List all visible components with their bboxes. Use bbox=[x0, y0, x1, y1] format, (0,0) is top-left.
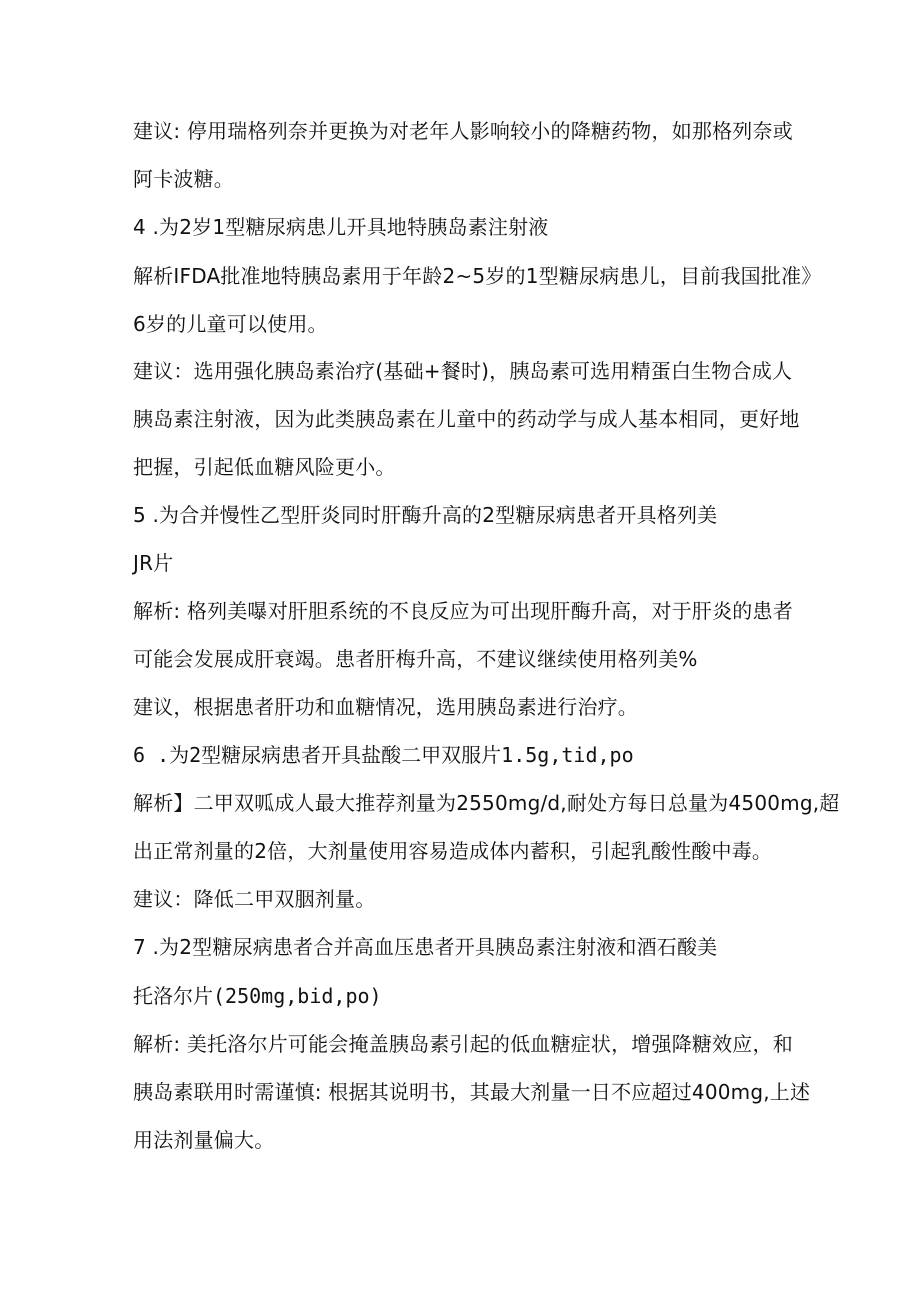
text-line: 解析: 格列美嚗对肝胆系统的不良反应为可出现肝酶升高，对于肝炎的患者 bbox=[133, 599, 793, 623]
text-line: 用法剂量偏大。 bbox=[133, 1128, 275, 1152]
text-line: 建议，根据患者肝功和血糖情况，选用胰岛素进行治疗。 bbox=[133, 695, 638, 719]
text-line: 建议: 停用瑞格列奈并更换为对老年人影响较小的降糖药物，如那格列奈或 bbox=[133, 119, 793, 143]
text-line: 解析IFDA批准地特胰岛素用于年龄2~5岁的1型糖尿病患儿，目前我国批准》 bbox=[133, 264, 822, 288]
section-heading-4: 4 .为2岁1型糖尿病患儿开具地特胰岛素注射液 bbox=[133, 215, 549, 239]
section-heading-7: 7 .为2型糖尿病患者合并高血压患者开具胰岛素注射液和酒石酸美 bbox=[133, 935, 718, 959]
text-line: 托洛尔片(250mg,bid,po) bbox=[133, 984, 382, 1008]
text-line: 解析】二甲双呱成人最大推荐剂量为2550mg/d,耐处方每日总量为4500mg,超 bbox=[133, 791, 840, 815]
text-line: 解析: 美托洛尔片可能会掩盖胰岛素引起的低血糖症状，增强降糖效应，和 bbox=[133, 1032, 793, 1056]
text-line: 建议：降低二甲双胭剂量。 bbox=[133, 887, 376, 911]
text-line: 可能会发展成肝衰竭。患者肝梅升高，不建议继续使用格列美% bbox=[133, 647, 698, 671]
text-line: 胰岛素注射液，因为此类胰岛素在儿童中的药动学与成人基本相同，更好地 bbox=[133, 407, 800, 431]
text-line: 建议：选用强化胰岛素治疗(基础+餐时)，胰岛素可选用精蛋白生物合成人 bbox=[133, 359, 793, 383]
section-heading-6: 6 .为2型糖尿病患者开具盐酸二甲双服片1.5g,tid,po bbox=[133, 743, 634, 767]
text-line: 把握，引起低血糖风险更小。 bbox=[133, 455, 396, 479]
text-line: 出正常剂量的2倍，大剂量使用容易造成体内蓄积，引起乳酸性酸中毒。 bbox=[133, 839, 773, 863]
text-line: 6岁的儿童可以使用。 bbox=[133, 312, 328, 336]
section-heading-5: 5 .为合并慢性乙型肝炎同时肝酶升高的2型糖尿病患者开具格列美 bbox=[133, 503, 718, 527]
text-line: JR片 bbox=[133, 551, 174, 575]
text-line: 胰岛素联用时需谨慎: 根据其说明书，其最大剂量一日不应超过400mg,上述 bbox=[133, 1080, 811, 1104]
text-line: 阿卡波糖。 bbox=[133, 167, 234, 191]
